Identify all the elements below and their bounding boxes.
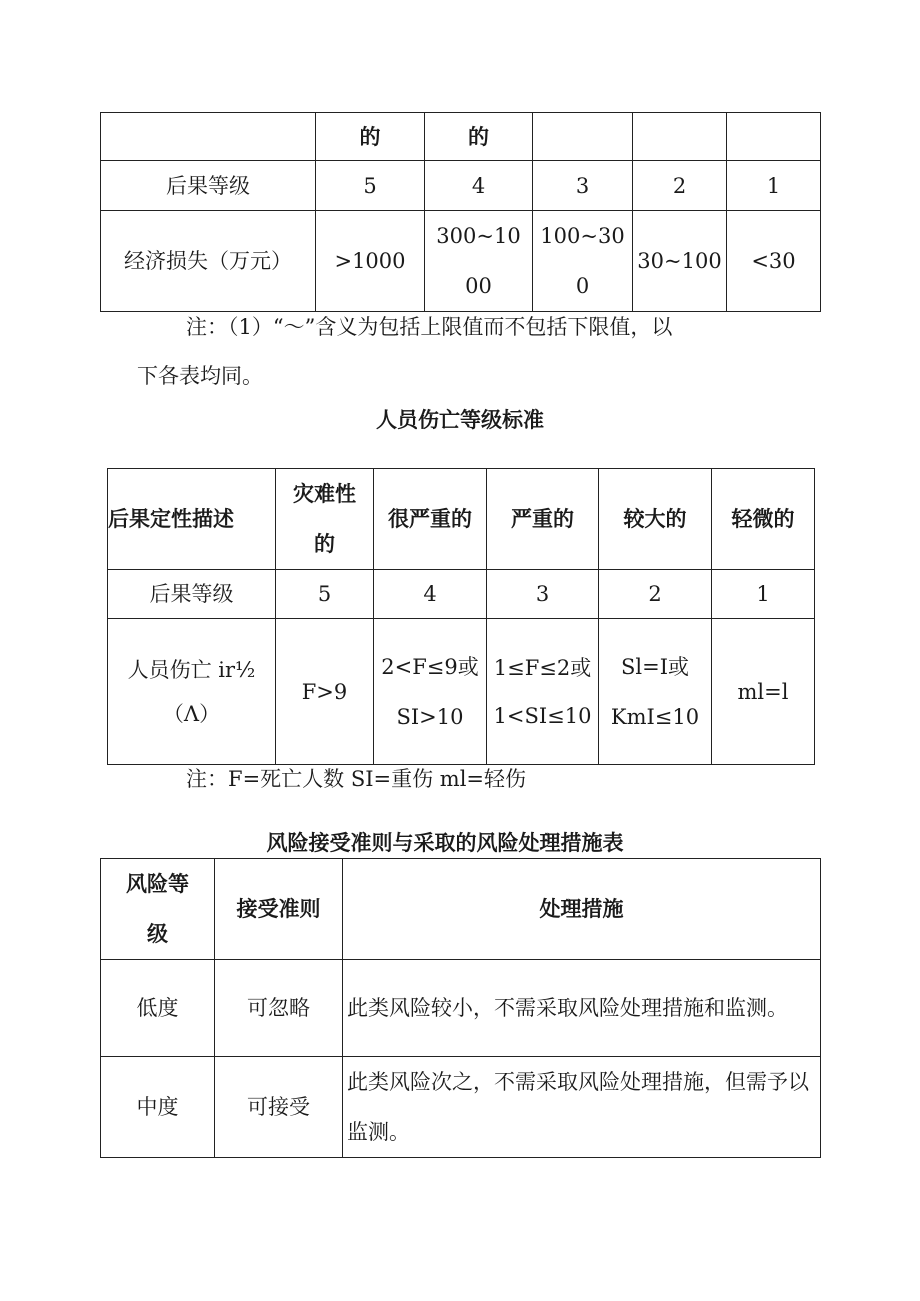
column-header: 风险等级 <box>101 859 215 960</box>
risk-level: 低度 <box>101 960 215 1057</box>
risk-acceptance-table <box>100 858 821 1158</box>
table-cell: 的 <box>425 113 533 161</box>
note-line-1: 注：（1）“～”含义为包括上限值而不包括下限值，以 <box>186 315 673 339</box>
acceptance-criterion: 可接受 <box>215 1057 343 1158</box>
grade-value: 3 <box>487 570 599 619</box>
grade-value: 1 <box>712 570 815 619</box>
column-header: 后果定性描述 <box>108 469 276 570</box>
risk-table-title: 风险接受准则与采取的风险处理措施表 <box>266 831 624 855</box>
economic-loss-table <box>100 112 821 312</box>
casualty-table-title: 人员伤亡等级标准 <box>376 408 544 432</box>
loss-value: 100~300 <box>533 211 633 312</box>
loss-value: 30~100 <box>633 211 727 312</box>
grade-value: 2 <box>633 161 727 211</box>
grade-value: 4 <box>425 161 533 211</box>
table-row <box>101 960 821 1057</box>
casualty-label-line-1: 人员伤亡 ir½ <box>127 657 256 682</box>
casualty-value: Sl=I或KmI≤10 <box>599 619 712 765</box>
column-header: 较大的 <box>599 469 712 570</box>
column-header: 严重的 <box>487 469 599 570</box>
grade-value: 5 <box>316 161 425 211</box>
loss-value: <30 <box>727 211 821 312</box>
column-header: 处理措施 <box>343 859 821 960</box>
casualty-table <box>107 468 815 765</box>
note-line-2: 下各表均同。 <box>137 364 263 388</box>
table-row <box>101 211 821 312</box>
table-cell: 的 <box>316 113 425 161</box>
table-cell <box>533 113 633 161</box>
grade-value: 2 <box>599 570 712 619</box>
table-row <box>101 113 821 161</box>
table-cell <box>633 113 727 161</box>
grade-value: 3 <box>533 161 633 211</box>
table-header-row <box>108 469 815 570</box>
table-row <box>108 619 815 765</box>
acceptance-criterion: 可忽略 <box>215 960 343 1057</box>
casualty-value: 1≤F≤2或1<SI≤10 <box>487 619 599 765</box>
casualty-label <box>108 619 276 765</box>
table-header-row <box>101 859 821 960</box>
column-header: 灾难性的 <box>276 469 374 570</box>
treatment-measure: 此类风险次之，不需采取风险处理措施，但需予以监测。 <box>343 1057 821 1158</box>
table-row <box>101 1057 821 1158</box>
table-cell <box>101 113 316 161</box>
loss-value: 300~1000 <box>425 211 533 312</box>
treatment-measure: 此类风险较小，不需采取风险处理措施和监测。 <box>343 960 821 1057</box>
column-header: 很严重的 <box>374 469 487 570</box>
column-header: 轻微的 <box>712 469 815 570</box>
casualty-value: ml=l <box>712 619 815 765</box>
table-cell <box>727 113 821 161</box>
casualty-label-line-2: （Λ） <box>162 701 221 726</box>
loss-label: 经济损失（万元） <box>101 211 316 312</box>
casualty-value: F>9 <box>276 619 374 765</box>
loss-value: >1000 <box>316 211 425 312</box>
risk-level: 中度 <box>101 1057 215 1158</box>
table-row <box>101 161 821 211</box>
grade-label: 后果等级 <box>108 570 276 619</box>
casualty-value: 2<F≤9或SI>10 <box>374 619 487 765</box>
grade-value: 5 <box>276 570 374 619</box>
note-casualty-definitions: 注：F=死亡人数 SI=重伤 ml=轻伤 <box>186 767 527 791</box>
grade-value: 1 <box>727 161 821 211</box>
column-header: 接受准则 <box>215 859 343 960</box>
grade-label: 后果等级 <box>101 161 316 211</box>
table-row <box>108 570 815 619</box>
grade-value: 4 <box>374 570 487 619</box>
